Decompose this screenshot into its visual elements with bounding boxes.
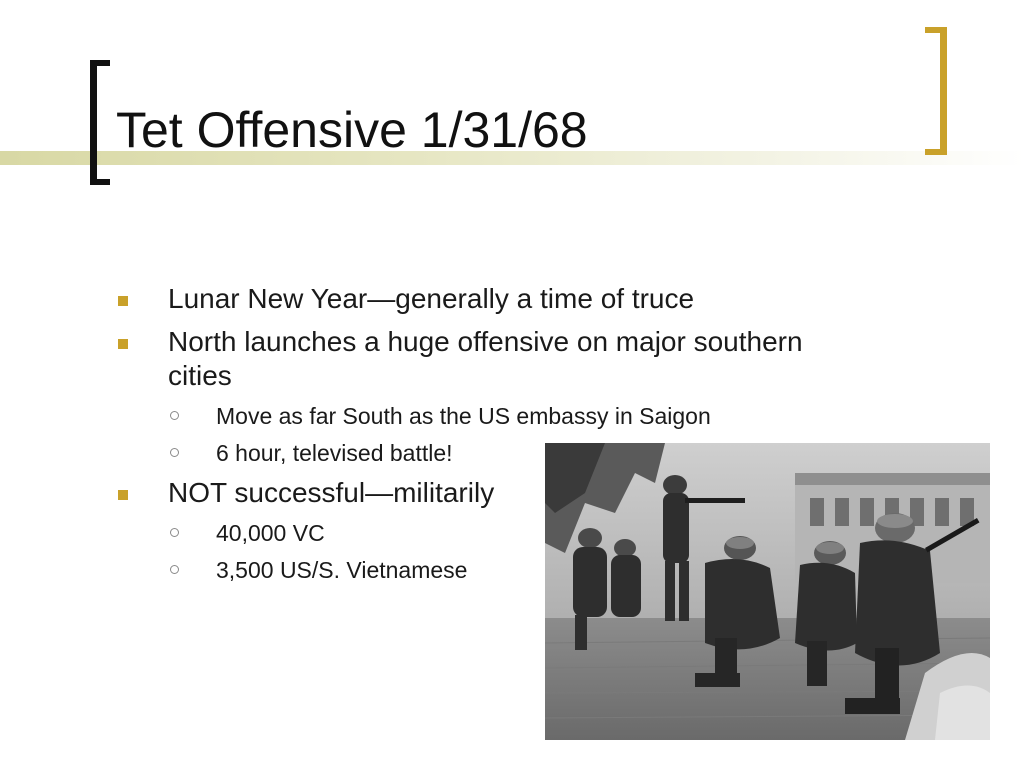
bullet-text: Lunar New Year—generally a time of truce: [168, 283, 695, 314]
hollow-circle-bullet-icon: [170, 528, 179, 537]
bullet-item: [118, 325, 828, 393]
sub-bullet-item: [118, 402, 838, 430]
hollow-circle-bullet-icon: [170, 448, 179, 457]
square-bullet-icon: [118, 296, 128, 306]
right-bracket-icon: [925, 27, 947, 155]
slide-title: Tet Offensive 1/31/68: [116, 102, 588, 158]
bullet-text: North launches a huge offensive on major southern cities: [168, 326, 803, 391]
left-bracket-icon: [90, 60, 110, 185]
hollow-circle-bullet-icon: [170, 411, 179, 420]
hollow-circle-bullet-icon: [170, 565, 179, 574]
soldiers-photo: [545, 443, 990, 740]
sub-bullet-text: 3,500 US/S. Vietnamese: [216, 557, 468, 583]
bullet-item: [118, 282, 838, 316]
sub-bullet-text: 6 hour, televised battle!: [216, 440, 453, 466]
square-bullet-icon: [118, 490, 128, 500]
sub-bullet-text: Move as far South as the US embassy in Saigon: [216, 403, 711, 429]
sub-bullet-text: 40,000 VC: [216, 520, 325, 546]
square-bullet-icon: [118, 339, 128, 349]
bullet-text: NOT successful—militarily: [168, 477, 495, 508]
